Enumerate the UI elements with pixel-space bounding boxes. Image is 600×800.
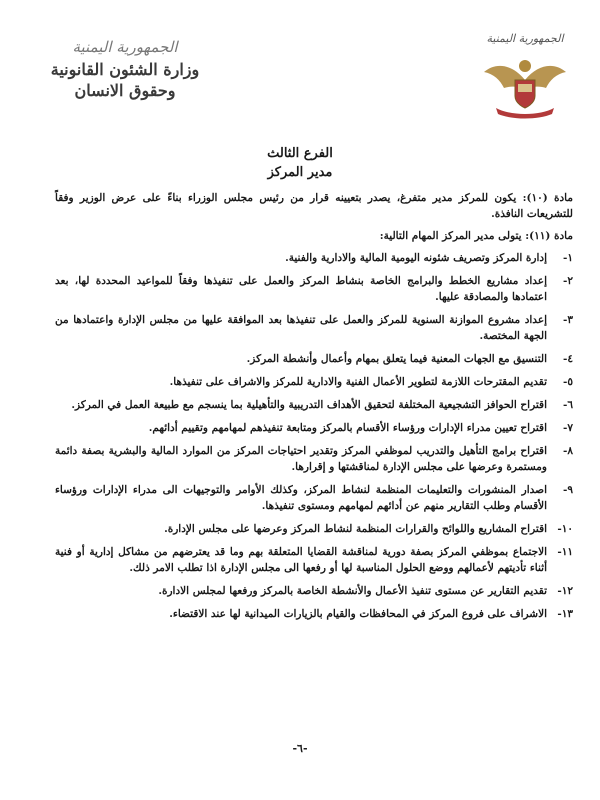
item-text: الاجتماع بموظفي المركز بصفة دورية لمناقشة القضايا المتعلقة بهم وما قد يعترضهم من مشاكل إدارية أو فنية أثناء تأديتهم لأعمالهم ووضع الحلول المناسبة لها أو رفعها الى مجلس الإدارة اذا تطلب الامر ذلك. <box>55 546 547 574</box>
list-item <box>55 397 573 413</box>
ministry-name-line-2: وحقوق الانسان <box>74 81 176 100</box>
duties-list <box>55 250 573 622</box>
item-text: إعداد مشاريع الخطط والبرامج الخاصة بنشاط المركز والعمل على تنفيذها وفقاً للمواعيد المحددة لها، بعد اعتمادها والمصادقة عليها. <box>55 275 547 303</box>
section-subtitle: مدير المركز <box>267 165 333 180</box>
item-number: ٩- <box>563 484 573 496</box>
item-number: ٢- <box>563 275 573 287</box>
item-number: ٤- <box>563 353 573 365</box>
list-item <box>55 443 573 475</box>
ministry-country-line: الجمهورية اليمنية <box>72 38 178 56</box>
section-titles <box>0 146 600 180</box>
ministry-header <box>30 38 220 100</box>
item-number: ٣- <box>563 314 573 326</box>
item-text: تقديم التقارير عن مستوى تنفيذ الأعمال والأنشطة الخاصة بالمركز ورفعها لمجلس الادارة. <box>158 585 547 597</box>
item-text: اقتراح الحوافز التشجيعية المختلفة لتحقيق الأهداف التدريبية والتأهيلية بما ينسجم مع طبيعة العمل في المركز. <box>71 399 547 411</box>
list-item <box>55 351 573 367</box>
item-number: ١٠- <box>557 523 573 535</box>
ministry-name-line: وزارة الشئون القانونية <box>50 60 200 79</box>
item-number: ١٢- <box>557 585 573 597</box>
article-11-intro: مادة (١١): يتولى مدير المركز المهام التالية: <box>379 230 573 242</box>
item-text: الاشراف على فروع المركز في المحافظات والقيام بالزيارات الميدانية لها عند الاقتضاء. <box>169 608 547 620</box>
item-text: إعداد مشروع الموازنة السنوية للمركز والعمل على تنفيذها بعد الموافقة عليها من مجلس الإدارة واعتمادها من الجهة المختصة. <box>55 314 547 342</box>
item-number: ١١- <box>557 546 573 558</box>
item-number: ٥- <box>563 376 573 388</box>
item-number: ٦- <box>563 399 573 411</box>
item-number: ٨- <box>563 445 573 457</box>
page-number: -٦- <box>292 742 308 755</box>
item-number: ٧- <box>563 422 573 434</box>
list-item <box>55 482 573 514</box>
item-text: إدارة المركز وتصريف شئونه اليومية المالية والادارية والفنية. <box>285 252 547 264</box>
item-number: ١٣- <box>557 608 573 620</box>
list-item <box>55 312 573 344</box>
list-item <box>55 544 573 576</box>
item-text: التنسيق مع الجهات المعنية فيما يتعلق بمهام وأعمال وأنشطة المركز. <box>246 353 547 365</box>
item-text: تقديم المقترحات اللازمة لتطوير الأعمال الفنية والادارية للمركز والاشراف على تنفيذها. <box>169 376 547 388</box>
list-item <box>55 420 573 436</box>
item-text: اقتراح تعيين مدراء الإدارات ورؤساء الأقسام بالمركز ومتابعة تنفيذهم لمهامهم وتقييم أدائهم. <box>148 422 547 434</box>
item-text: اصدار المنشورات والتعليمات المنظمة لنشاط المركز، وكذلك الأوامر والتوجيهات الى مدراء الإدارات ورؤساء الأقسام وطلب التقارير منهم عن أدائهم لمهامهم ومستوى تنفيذها. <box>55 484 547 512</box>
list-item <box>55 583 573 599</box>
emblem-caption: الجمهورية اليمنية <box>486 32 564 45</box>
document-body <box>55 190 573 629</box>
list-item <box>55 374 573 390</box>
list-item <box>55 273 573 305</box>
yemen-emblem-icon <box>482 50 568 120</box>
item-number: ١- <box>563 252 573 264</box>
item-text: اقتراح المشاريع واللوائح والقرارات المنظمة لنشاط المركز وعرضها على مجلس الإدارة. <box>164 523 547 535</box>
emblem-block <box>470 22 580 122</box>
item-text: اقتراح برامج التأهيل والتدريب لموظفي المركز وتقدير احتياجات المركز من الموارد المالية والبشرية بصفة دائمة ومستمرة وعرضها على مجلس الإدارة لمناقشتها و إقرارها. <box>55 445 547 473</box>
branch-title: الفرع الثالث <box>267 146 333 161</box>
list-item <box>55 250 573 266</box>
article-10: مادة (١٠): يكون للمركز مدير متفرغ، يصدر بتعيينه قرار من رئيس مجلس الوزراء بناءً على عرض الوزير وفقاً للتشريعات النافذة. <box>55 192 573 220</box>
list-item <box>55 521 573 537</box>
list-item <box>55 606 573 622</box>
